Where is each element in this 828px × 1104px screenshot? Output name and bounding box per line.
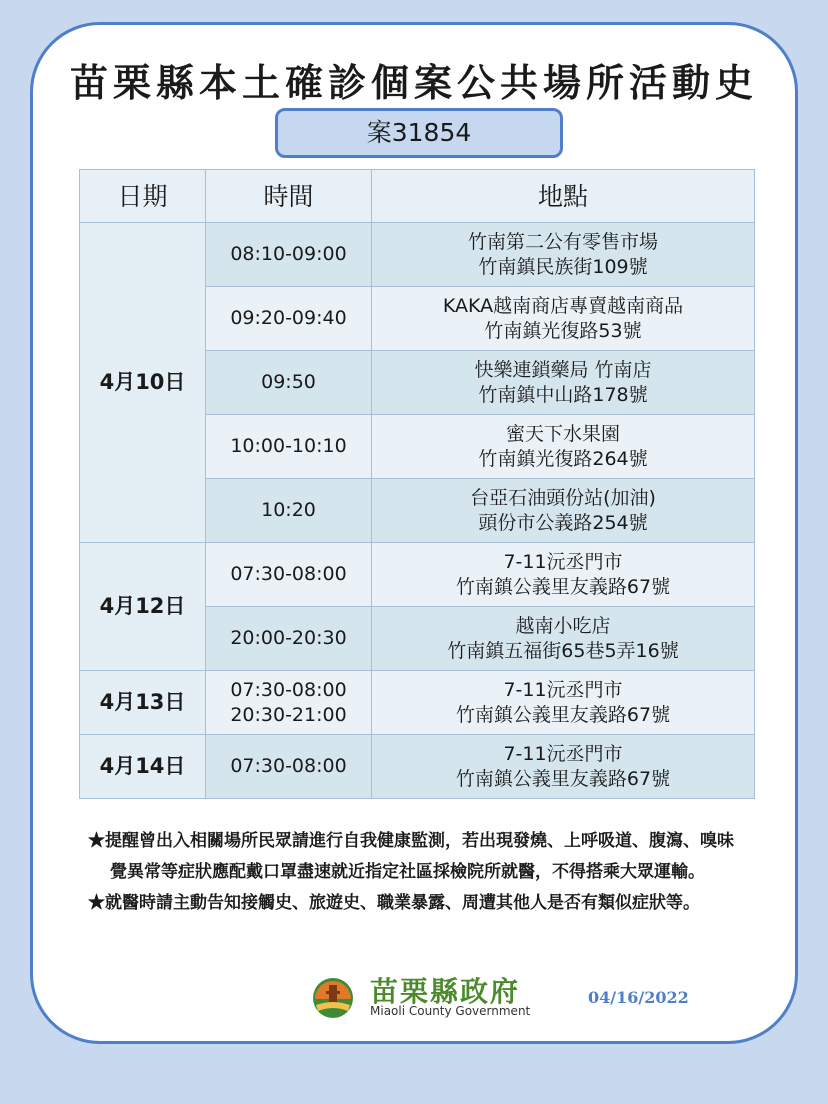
place-name: 7-11沅丞門市 bbox=[503, 550, 623, 573]
date-cell: 4月13日 bbox=[80, 671, 206, 735]
date-cell: 4月12日 bbox=[80, 543, 206, 671]
date-cell: 4月10日 bbox=[80, 223, 206, 543]
time-cell: 20:00-20:30 bbox=[206, 607, 372, 671]
place-address: 竹南鎮民族街109號 bbox=[478, 255, 648, 278]
place-name: KAKA越南商店專賣越南商品 bbox=[442, 294, 684, 317]
place-name: 快樂連鎖藥局 竹南店 bbox=[474, 358, 652, 381]
county-logo bbox=[312, 972, 572, 1024]
header-date: 日期 bbox=[80, 170, 206, 223]
place-name: 7-11沅丞門市 bbox=[503, 678, 623, 701]
time-value: 07:30-08:00 bbox=[230, 678, 347, 701]
place-name: 越南小吃店 bbox=[515, 614, 611, 637]
time-value-2: 20:30-21:00 bbox=[230, 703, 347, 726]
table-header-row bbox=[80, 170, 755, 223]
place-address: 頭份市公義路254號 bbox=[478, 511, 648, 534]
time-cell: 09:20-09:40 bbox=[206, 287, 372, 351]
time-cell: 10:00-10:10 bbox=[206, 415, 372, 479]
place-cell bbox=[372, 671, 755, 735]
place-cell bbox=[372, 351, 755, 415]
disclosure-note: ★就醫時請主動告知接觸史、旅遊史、職業暴露、周遭其他人是否有類似症狀等。 bbox=[88, 893, 700, 913]
table-row bbox=[80, 735, 755, 799]
place-address: 竹南鎮光復路264號 bbox=[478, 447, 648, 470]
miaoli-county-emblem-icon bbox=[312, 977, 354, 1019]
time-cell: 07:30-08:00 bbox=[206, 543, 372, 607]
place-address: 竹南鎮五福街65巷5弄16號 bbox=[447, 639, 679, 662]
time-cell: 10:20 bbox=[206, 479, 372, 543]
place-cell bbox=[372, 415, 755, 479]
place-name: 7-11沅丞門市 bbox=[503, 742, 623, 765]
page-title: 苗栗縣本土確診個案公共場所活動史 bbox=[69, 60, 758, 105]
activity-table bbox=[79, 169, 755, 799]
time-cell: 08:10-09:00 bbox=[206, 223, 372, 287]
table-row bbox=[80, 223, 755, 287]
place-name: 台亞石油頭份站(加油) bbox=[470, 486, 656, 509]
notes-section bbox=[88, 826, 748, 919]
place-cell bbox=[372, 607, 755, 671]
place-address: 竹南鎮中山路178號 bbox=[478, 383, 648, 406]
place-address: 竹南鎮公義里友義路67號 bbox=[455, 767, 671, 790]
health-monitoring-note: ★提醒曾出入相關場所民眾請進行自我健康監測，若出現發燒、上呼吸道、腹瀉、嗅味覺異常等症狀應配戴口罩盡速就近指定社區採檢院所就醫，不得搭乘大眾運輸。 bbox=[88, 831, 734, 882]
place-name: 竹南第二公有零售市場 bbox=[467, 230, 658, 253]
time-cell: 07:30-08:00 bbox=[206, 735, 372, 799]
place-cell bbox=[372, 479, 755, 543]
time-cell: 09:50 bbox=[206, 351, 372, 415]
date-cell: 4月14日 bbox=[80, 735, 206, 799]
publish-date: 04/16/2022 bbox=[588, 988, 689, 1007]
place-cell bbox=[372, 735, 755, 799]
case-number-badge: 案31854 bbox=[275, 108, 563, 158]
logo-chinese-name: 苗栗縣政府 bbox=[370, 975, 521, 1008]
place-cell bbox=[372, 543, 755, 607]
place-cell bbox=[372, 287, 755, 351]
place-address: 竹南鎮公義里友義路67號 bbox=[455, 703, 671, 726]
table-row bbox=[80, 543, 755, 607]
place-name: 蜜天下水果園 bbox=[505, 422, 620, 445]
logo-english-name: Miaoli County Government bbox=[370, 1004, 531, 1018]
time-cell bbox=[206, 671, 372, 735]
place-address: 竹南鎮公義里友義路67號 bbox=[455, 575, 671, 598]
place-address: 竹南鎮光復路53號 bbox=[484, 319, 642, 342]
header-time: 時間 bbox=[206, 170, 372, 223]
header-place: 地點 bbox=[372, 170, 755, 223]
place-cell bbox=[372, 223, 755, 287]
table-row bbox=[80, 671, 755, 735]
